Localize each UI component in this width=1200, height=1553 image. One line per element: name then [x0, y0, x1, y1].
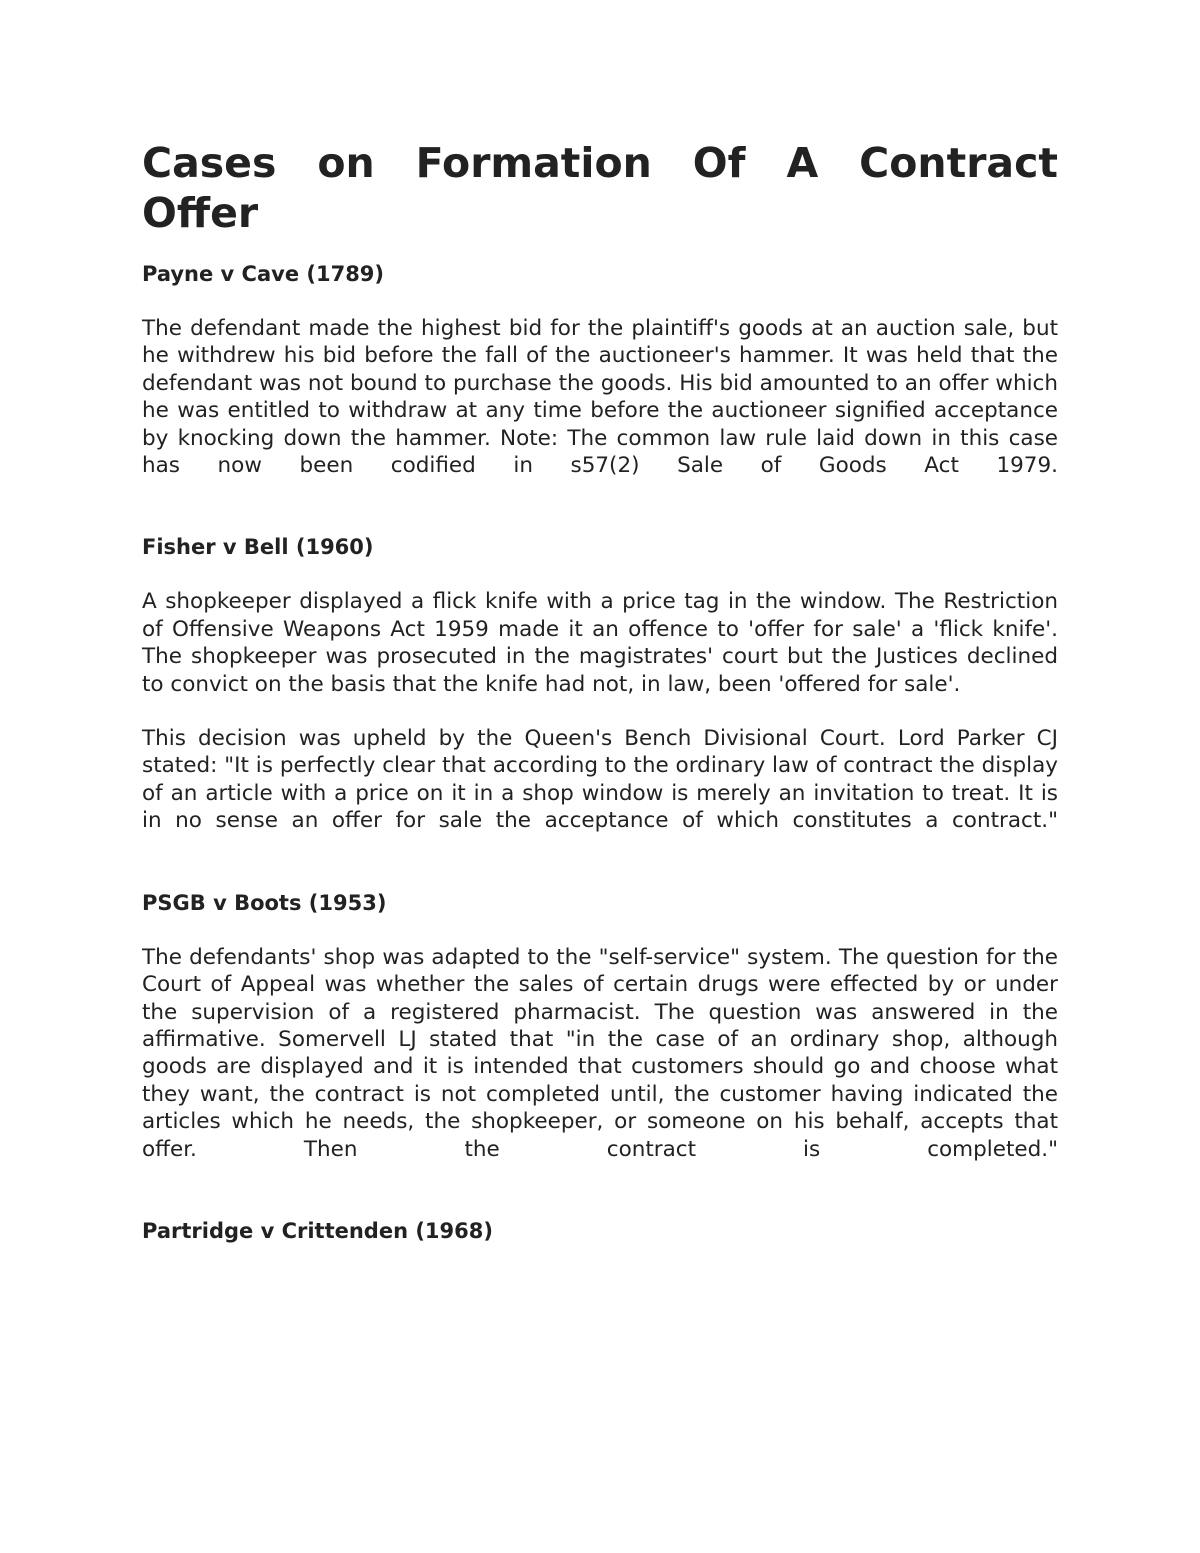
case-heading: Partridge v Crittenden (1968)	[142, 1218, 493, 1243]
case-paragraph: The defendants' shop was adapted to the "self-service" system. The question for the Court of Appeal was whether the sales of certain drugs were effected by or under the supervision of a registered pharmacist. The question was answered in the affirmative. Somervell LJ stated that "in the case of an ordinary shop, although goods are displayed and it is intended that customers should go and choose what they want, the contract is not completed until, the customer having indicated the articles which he needs, the shopkeeper, or someone on his behalf, accepts that offer. Then the contract is completed."	[142, 944, 1058, 1162]
case-paragraph: A shopkeeper displayed a flick knife with a price tag in the window. The Restriction of Offensive Weapons Act 1959 made it an offence to 'offer for sale' a 'flick knife'. The shopkeeper was prosecuted in the magistrates' court but the Justices declined to convict on the basis that the knife had not, in law, been 'offered for sale'.	[142, 589, 1058, 697]
document-body	[142, 138, 1058, 1245]
case-heading: Fisher v Bell (1960)	[142, 535, 374, 560]
case-heading: PSGB v Boots (1953)	[142, 890, 387, 915]
title-line-1: Cases on Formation Of A Contract	[142, 139, 1058, 187]
document-title	[142, 138, 1058, 238]
case-section-psgb-v-boots	[142, 889, 1058, 1163]
case-heading: Payne v Cave (1789)	[142, 262, 385, 286]
case-section-fisher-v-bell	[142, 533, 1058, 834]
case-section-payne-v-cave	[142, 260, 1058, 479]
case-paragraph: This decision was upheld by the Queen's Bench Divisional Court. Lord Parker CJ stated: "It is perfectly clear that according to the ordinary law of contract the display of an article with a price on it in a shop window is merely an invitation to treat. It is in no sense an offer for sale the acceptance of which constitutes a contract."	[142, 726, 1058, 834]
case-paragraph: The defendant made the highest bid for the plaintiff's goods at an auction sale, but he withdrew his bid before the fall of the auctioneer's hammer. It was held that the defendant was not bound to purchase the goods. His bid amounted to an offer which he was entitled to withdraw at any time before the auctioneer signified acceptance by knocking down the hammer. Note: The common law rule laid down in this case has now been codified in s57(2) Sale of Goods Act 1979.	[142, 316, 1058, 479]
title-line-2: Offer	[142, 189, 259, 237]
case-section-partridge-v-crittenden	[142, 1217, 1058, 1245]
